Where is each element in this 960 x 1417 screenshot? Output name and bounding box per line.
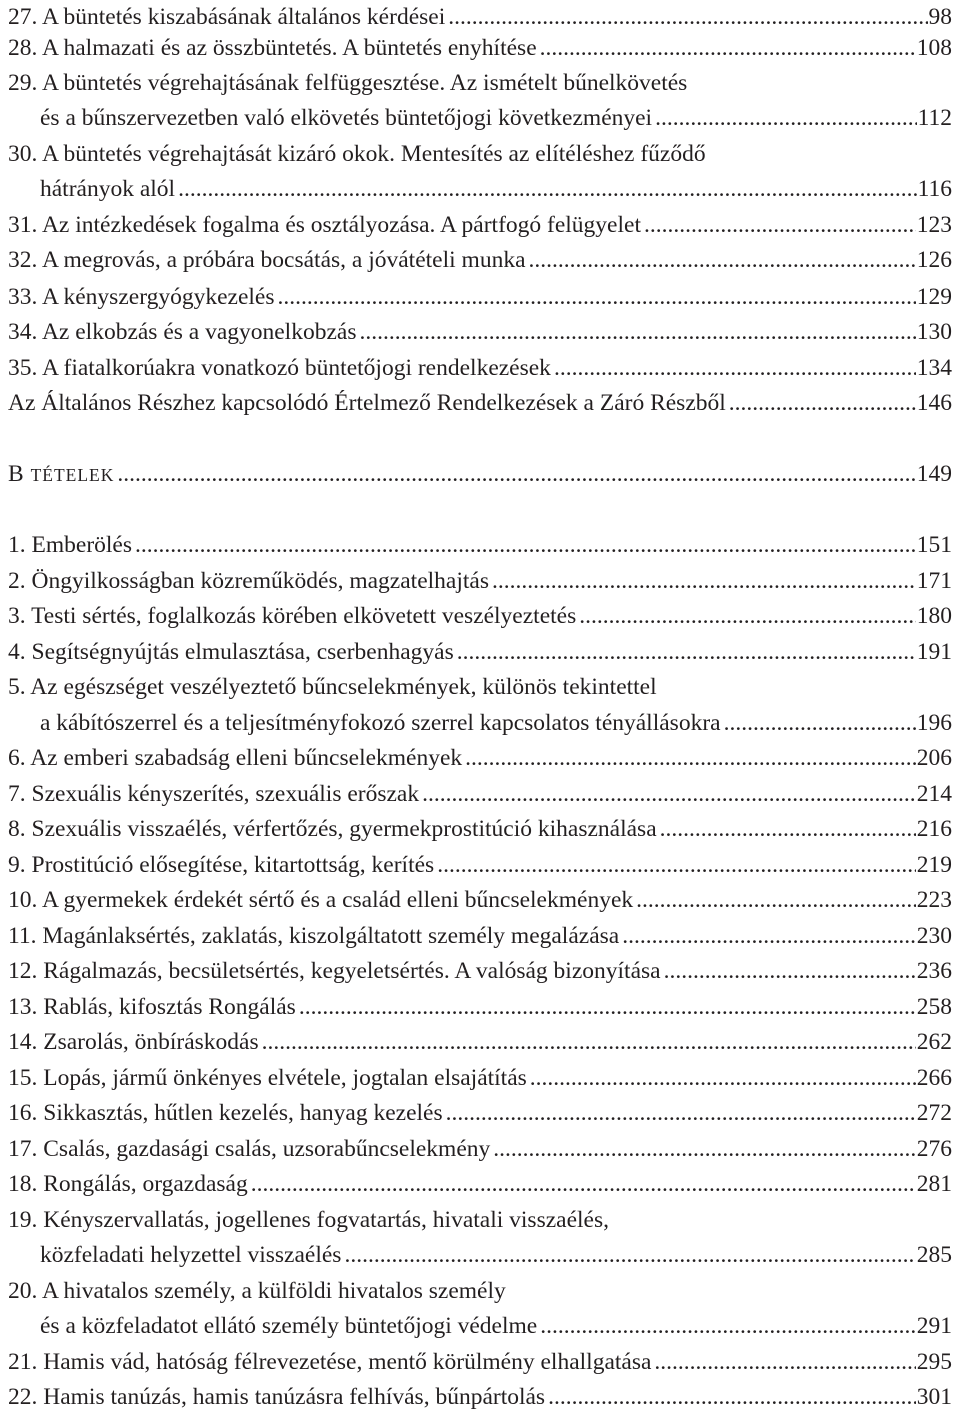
dot-leader: [299, 990, 916, 1024]
dot-leader: [448, 0, 927, 34]
toc-entry: [8, 1096, 952, 1130]
dot-leader: [548, 1380, 916, 1414]
toc-entry: [8, 528, 952, 562]
toc-entry-page: 216: [916, 816, 952, 842]
toc-entry-title: 19. Kényszervallatás, jogellenes fogvatartás, hivatali visszaélés,: [8, 1207, 609, 1233]
dot-leader: [664, 954, 916, 988]
toc-entry: [8, 1380, 952, 1414]
toc-entry-title: 28. A halmazati és az összbüntetés. A büntetés enyhítése: [8, 35, 537, 61]
toc-entry: [8, 315, 952, 349]
toc-entry: [8, 777, 952, 811]
dot-leader: [178, 172, 917, 206]
dot-leader: [530, 1061, 916, 1095]
toc-entry: [8, 1274, 952, 1308]
dot-leader: [540, 31, 916, 65]
toc-entry: [8, 564, 952, 598]
toc-entry-page: 301: [916, 1384, 952, 1410]
toc-entry-title: 7. Szexuális kényszerítés, szexuális erőszak: [8, 781, 420, 807]
dot-leader: [446, 1096, 916, 1130]
dot-leader: [457, 635, 916, 669]
toc-entry-page: 149: [916, 461, 952, 487]
dot-leader: [644, 208, 916, 242]
dot-leader: [344, 1238, 915, 1272]
toc-entry: [8, 351, 952, 385]
toc-entry-title: 21. Hamis vád, hatóság félrevezetése, mentő körülmény elhallgatása: [8, 1349, 652, 1375]
section-heading-letter: B: [8, 461, 25, 487]
toc-entry-page: 266: [916, 1065, 952, 1091]
toc-entry: [8, 0, 952, 34]
toc-entry: [40, 1309, 952, 1343]
toc-entry-page: 112: [917, 105, 952, 131]
toc-section-heading: [8, 457, 952, 491]
toc-entry-title: és a bűnszervezetben való elkövetés büntetőjogi következményei: [40, 105, 653, 131]
dot-leader: [422, 777, 916, 811]
dot-leader: [636, 883, 916, 917]
toc-entry: [8, 883, 952, 917]
toc-entry-title: 5. Az egészséget veszélyeztető bűncselekmények, különös tekintettel: [8, 674, 657, 700]
dot-leader: [622, 919, 916, 953]
toc-entry-title: 11. Magánlaksértés, zaklatás, kiszolgáltatott személy megalázása: [8, 923, 620, 949]
toc-entry-title: hátrányok alól: [40, 176, 176, 202]
toc-entry-page: 236: [916, 958, 952, 984]
dot-leader: [655, 101, 917, 135]
toc-entry-page: 258: [916, 994, 952, 1020]
toc-entry: [8, 599, 952, 633]
toc-entry-page: 206: [916, 745, 952, 771]
toc-entry: [8, 208, 952, 242]
toc-entry: [40, 172, 952, 206]
toc-entry-title: 32. A megrovás, a próbára bocsátás, a jóvátételi munka: [8, 247, 526, 273]
toc-entry: [8, 954, 952, 988]
dot-leader: [540, 1309, 916, 1343]
toc-entry: [8, 812, 952, 846]
toc-entry-title: 9. Prostitúció elősegítése, kitartottság, kerítés: [8, 852, 435, 878]
toc-entry: [40, 706, 952, 740]
dot-leader: [278, 280, 916, 314]
toc-entry: [8, 848, 952, 882]
toc-entry-title: 14. Zsarolás, önbíráskodás: [8, 1029, 259, 1055]
toc-entry-page: 123: [916, 212, 952, 238]
toc-entry-title: 16. Sikkasztás, hűtlen kezelés, hanyag kezelés: [8, 1100, 443, 1126]
dot-leader: [660, 812, 916, 846]
toc-entry-page: 291: [916, 1313, 952, 1339]
toc-entry-page: 219: [916, 852, 952, 878]
toc-entry-page: 130: [916, 319, 952, 345]
toc-entry: [8, 1061, 952, 1095]
toc-entry-title: 20. A hivatalos személy, a külföldi hivatalos személy: [8, 1278, 506, 1304]
dot-leader: [724, 706, 916, 740]
toc-entry-title: 30. A büntetés végrehajtását kizáró okok. Mentesítés az elítéléshez fűződő: [8, 141, 706, 167]
toc-entry-title: 31. Az intézkedések fogalma és osztályozása. A pártfogó felügyelet: [8, 212, 641, 238]
dot-leader: [492, 564, 916, 598]
toc-entry-title: 35. A fiatalkorúakra vonatkozó büntetőjogi rendelkezések: [8, 355, 551, 381]
toc-entry-page: 285: [916, 1242, 952, 1268]
toc-entry: [8, 741, 952, 775]
toc-entry-page: 171: [916, 568, 952, 594]
dot-leader: [437, 848, 916, 882]
toc-entry-page: 116: [917, 176, 952, 202]
toc-entry-page: 180: [916, 603, 952, 629]
toc-entry-title: 22. Hamis tanúzás, hamis tanúzásra felhívás, bűnpártolás: [8, 1384, 546, 1410]
dot-leader: [135, 528, 916, 562]
toc-entry: [8, 670, 952, 704]
toc-entry-page: 151: [916, 532, 952, 558]
dot-leader: [465, 741, 916, 775]
dot-leader: [529, 243, 916, 277]
toc-entry: [8, 280, 952, 314]
toc-entry-page: 295: [916, 1349, 952, 1375]
toc-entry-page: 98: [928, 4, 952, 30]
toc-entry-title: 6. Az emberi szabadság elleni bűncselekmények: [8, 745, 463, 771]
toc-entry: [8, 386, 952, 420]
toc-entry-title: Az Általános Részhez kapcsolódó Értelmező Rendelkezések a Záró Részből: [8, 390, 726, 416]
toc-entry-page: 146: [916, 390, 952, 416]
toc-entry-page: 262: [916, 1029, 952, 1055]
toc-entry-page: 281: [916, 1171, 952, 1197]
toc-entry: [8, 31, 952, 65]
dot-leader: [117, 457, 915, 491]
toc-entry: [8, 1167, 952, 1201]
toc-entry: [8, 919, 952, 953]
toc-entry: [8, 1203, 952, 1237]
toc-entry-page: 196: [916, 710, 952, 736]
toc-entry: [8, 1132, 952, 1166]
dot-leader: [554, 351, 916, 385]
toc-entry-page: 276: [916, 1136, 952, 1162]
toc-entry-page: 272: [916, 1100, 952, 1126]
dot-leader: [262, 1025, 916, 1059]
toc-entry: [8, 66, 952, 100]
toc-entry: [40, 1238, 952, 1272]
toc-entry-page: 223: [916, 887, 952, 913]
toc-entry-title: 27. A büntetés kiszabásának általános kérdései: [8, 4, 446, 30]
dot-leader: [359, 315, 915, 349]
toc-entry-title: 13. Rablás, kifosztás Rongálás: [8, 994, 296, 1020]
toc-entry: [8, 990, 952, 1024]
toc-entry-title: 12. Rágalmazás, becsületsértés, kegyeletsértés. A valóság bizonyítása: [8, 958, 661, 984]
toc-entry: [40, 101, 952, 135]
toc-entry-page: 126: [916, 247, 952, 273]
toc-entry: [8, 243, 952, 277]
toc-entry-title: 33. A kényszergyógykezelés: [8, 284, 275, 310]
toc-entry: [8, 137, 952, 171]
toc-entry-title: 8. Szexuális visszaélés, vérfertőzés, gyermekprostitúció kihasználása: [8, 816, 657, 842]
toc-entry-page: 230: [916, 923, 952, 949]
toc-entry-title: közfeladati helyzettel visszaélés: [40, 1242, 342, 1268]
toc-entry-title: 17. Csalás, gazdasági csalás, uzsorabűncselekmény: [8, 1136, 491, 1162]
toc-entry-title: 18. Rongálás, orgazdaság: [8, 1171, 248, 1197]
toc-entry-title: 1. Emberölés: [8, 532, 132, 558]
dot-leader: [579, 599, 916, 633]
dot-leader: [493, 1132, 916, 1166]
toc-entry-title: 4. Segítségnyújtás elmulasztása, cserbenhagyás: [8, 639, 454, 665]
section-heading-title: [8, 457, 114, 492]
toc-entry-title: 15. Lopás, jármű önkényes elvétele, jogtalan elsajátítás: [8, 1065, 527, 1091]
dot-leader: [251, 1167, 916, 1201]
toc-entry-page: 191: [916, 639, 952, 665]
toc-entry-page: 134: [916, 355, 952, 381]
toc-entry: [8, 635, 952, 669]
toc-entry-title: 10. A gyermekek érdekét sértő és a család elleni bűncselekmények: [8, 887, 634, 913]
toc-entry-page: 108: [916, 35, 952, 61]
toc-entry-page: 129: [916, 284, 952, 310]
toc-entry-title: 29. A büntetés végrehajtásának felfüggesztése. Az ismételt bűnelkövetés: [8, 70, 688, 96]
toc-entry-title: 3. Testi sértés, foglalkozás körében elkövetett veszélyeztetés: [8, 603, 577, 629]
toc-entry: [8, 1025, 952, 1059]
toc-entry-title: 34. Az elkobzás és a vagyonelkobzás: [8, 319, 357, 345]
toc-entry-title: és a közfeladatot ellátó személy büntetőjogi védelme: [40, 1313, 538, 1339]
section-heading-word: TÉTELEK: [30, 465, 115, 485]
toc-entry-title: 2. Öngyilkosságban közreműködés, magzatelhajtás: [8, 568, 489, 594]
dot-leader: [654, 1345, 915, 1379]
dot-leader: [729, 386, 916, 420]
toc-entry-title: a kábítószerrel és a teljesítményfokozó szerrel kapcsolatos tényállásokra: [40, 710, 721, 736]
toc-entry: [8, 1345, 952, 1379]
toc-entry-page: 214: [916, 781, 952, 807]
